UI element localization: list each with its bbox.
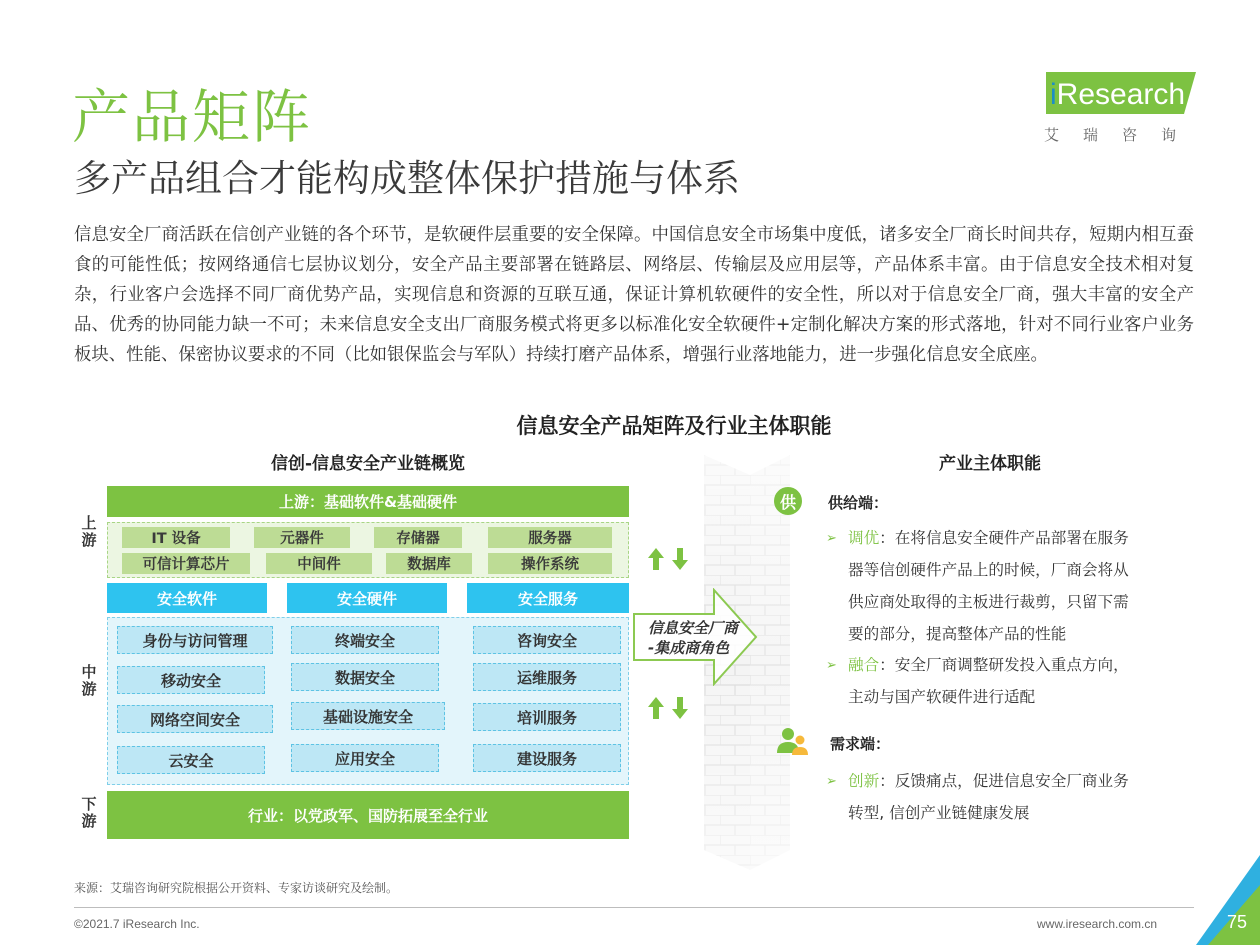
mid-item: 应用安全 xyxy=(291,744,439,772)
mid-item: 运维服务 xyxy=(473,663,621,691)
chain-title: 信创-信息安全产业链概览 xyxy=(270,454,466,474)
keyword-innovation: 创新 xyxy=(848,772,880,790)
copyright: ©2021.7 iResearch Inc. xyxy=(74,917,200,931)
upstream-item: 操作系统 xyxy=(488,553,612,574)
logo-brand-i: i xyxy=(1050,78,1057,111)
mid-item: 移动安全 xyxy=(117,666,265,694)
midstream-box xyxy=(107,617,629,785)
upstream-item: 服务器 xyxy=(488,527,612,548)
mid-item: 身份与访问管理 xyxy=(117,626,273,654)
mid-head-hardware: 安全硬件 xyxy=(287,583,447,613)
demand-b1-text-1: ：反馈痛点，促进信息安全厂商业务 xyxy=(879,772,1129,790)
role-line-2: -集成商角色 xyxy=(648,639,730,657)
demand-label: 需求端： xyxy=(830,735,891,753)
bullet-arrow-icon: ➢ xyxy=(826,531,837,546)
integrator-role-label xyxy=(648,618,760,658)
bullet-arrow-icon: ➢ xyxy=(826,774,837,789)
mid-item: 云安全 xyxy=(117,746,265,774)
exchange-arrows-icon xyxy=(648,695,692,721)
diagram-title: 信息安全产品矩阵及行业主体职能 xyxy=(516,414,832,438)
mid-item: 数据安全 xyxy=(291,663,439,691)
mid-item: 培训服务 xyxy=(473,703,621,731)
supply-bullet-2-line-2: 主动与国产软硬件进行适配 xyxy=(848,688,1036,706)
supply-bullet-1-line-2: 器等信创硬件产品上的时候，厂商会将从 xyxy=(848,561,1129,579)
page-subtitle: 多产品组合才能构成整体保护措施与体系 xyxy=(74,157,740,200)
supply-b2-text-1: ：安全厂商调整研发投入重点方向， xyxy=(879,656,1129,674)
bullet-arrow-icon: ➢ xyxy=(826,658,837,673)
page-number: 75 xyxy=(1226,912,1248,932)
supply-bullet-1-line-4: 要的部分，提高整体产品的性能 xyxy=(848,625,1067,643)
role-line-1: 信息安全厂商 xyxy=(648,619,739,637)
website-link[interactable]: www.iresearch.com.cn xyxy=(1037,917,1158,931)
logo-brand xyxy=(1050,78,1185,112)
mid-item: 建设服务 xyxy=(473,744,621,772)
mid-item: 终端安全 xyxy=(291,626,439,654)
upstream-item: 可信计算芯片 xyxy=(122,553,250,574)
keyword-tuning: 调优 xyxy=(848,529,880,547)
mid-item: 基础设施安全 xyxy=(291,702,445,730)
users-icon xyxy=(776,726,810,756)
intro-paragraph: 信息安全厂商活跃在信创产业链的各个环节，是软硬件层重要的安全保障。中国信息安全市场集中度低，诸多安全厂商长时间共存，短期内相互蚕食的可能性低；按网络通信七层协议划分，安全产品主要部署在链路层、网络层、传输层及应用层等，产品体系丰富。由于信息安全技术相对复杂，行业客户会选择不同厂商优势产品，实现信息和资源的互联互通，保证计算机软硬件的安全性，所以对于信息安全厂商，强大丰富的安全产品、优秀的协同能力缺一不可；未来信息安全支出厂商服务模式将更多以标准化安全软硬件+定制化解决方案的形式落地，针对不同行业客户业务板块、性能、保密协议要求的不同（比如银保监会与军队）持续打磨产品体系，增强行业落地能力，进一步强化信息安全底座。 xyxy=(74,225,1194,365)
downstream-bar: 行业：以党政军、国防拓展至全行业 xyxy=(107,791,629,839)
demand-bullet-1-line-1 xyxy=(848,766,1129,797)
keyword-fusion: 融合 xyxy=(848,656,880,674)
supply-bullet-2-line-1 xyxy=(848,650,1129,681)
supply-b1-text-1: ：在将信息安全硬件产品部署在服务 xyxy=(879,529,1129,547)
iresearch-logo xyxy=(1036,66,1206,146)
stage-mid-label: 中游 xyxy=(81,663,97,698)
mid-item: 网络空间安全 xyxy=(117,705,273,733)
supply-bullet-1-line-3: 供应商处取得的主板进行裁剪，只留下需 xyxy=(848,593,1129,611)
footer-divider xyxy=(74,907,1194,908)
stage-down-label: 下游 xyxy=(81,795,97,830)
supply-label: 供给端： xyxy=(828,494,889,512)
mid-head-service: 安全服务 xyxy=(467,583,629,613)
mid-head-software: 安全软件 xyxy=(107,583,267,613)
source-note: 来源：艾瑞咨询研究院根据公开资料、专家访谈研究及绘制。 xyxy=(74,881,399,895)
upstream-item: 元器件 xyxy=(254,527,350,548)
logo-brand-rest: Research xyxy=(1056,78,1186,111)
supply-bullet-1-line-1 xyxy=(848,523,1129,554)
demand-bullet-1-line-2: 转型, 信创产业链健康发展 xyxy=(848,804,1030,822)
roles-title: 产业主体职能 xyxy=(939,454,1041,474)
supply-icon: 供 xyxy=(774,487,802,515)
mid-item: 咨询安全 xyxy=(473,626,621,654)
page-title: 产品矩阵 xyxy=(72,83,313,151)
stage-up-label: 上游 xyxy=(81,514,97,549)
upstream-item: IT 设备 xyxy=(122,527,230,548)
logo-cn: 艾瑞咨询 xyxy=(1044,126,1201,144)
exchange-arrows-icon xyxy=(648,546,692,572)
upstream-box xyxy=(107,522,629,578)
upstream-item: 中间件 xyxy=(266,553,372,574)
upstream-item: 存储器 xyxy=(374,527,462,548)
upstream-item: 数据库 xyxy=(386,553,472,574)
upstream-bar: 上游：基础软件&基础硬件 xyxy=(107,486,629,517)
